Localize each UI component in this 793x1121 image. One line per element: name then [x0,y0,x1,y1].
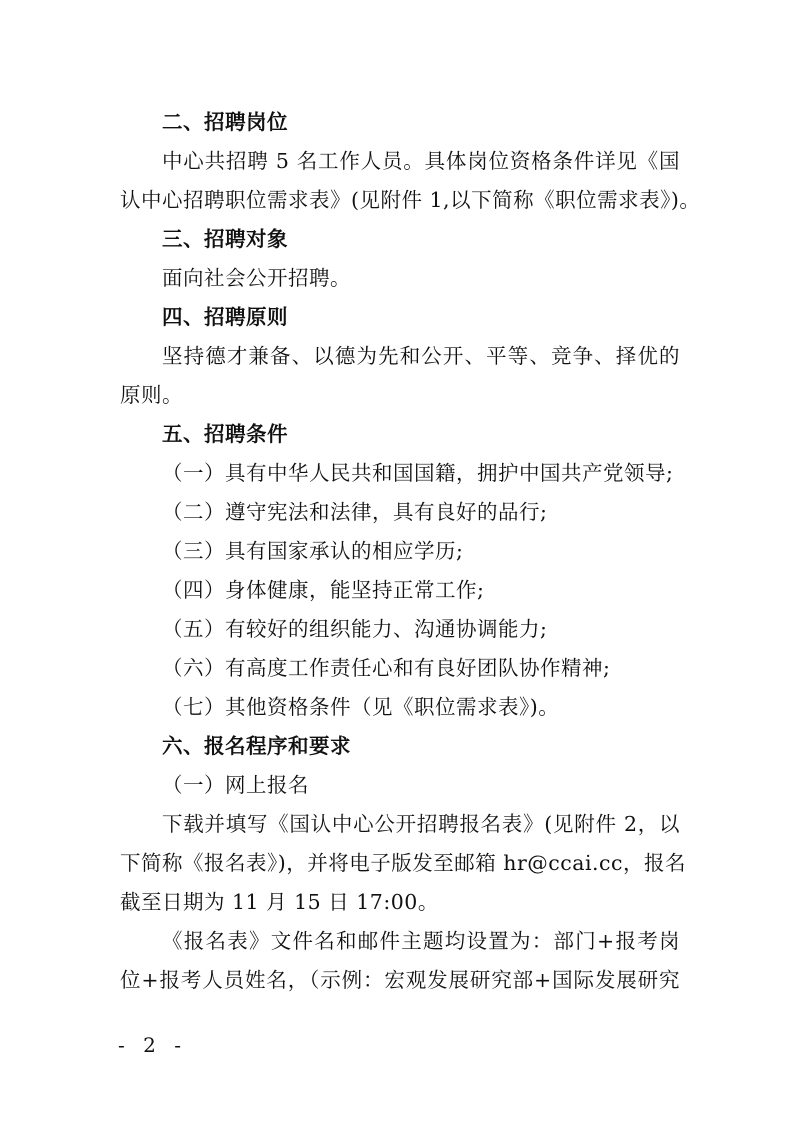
paragraph-line: 位+报考人员姓名，（示例：宏观发展研究部+国际发展研究 [120,968,680,992]
page-number: - 2 - [118,1033,187,1057]
list-item: （六）有高度工作责任心和有良好团队协作精神; [162,656,611,680]
list-item: （四）身体健康，能坚持正常工作; [162,578,485,602]
list-item: （五）有较好的组织能力、沟通协调能力; [162,617,548,641]
paragraph-line: 认中心招聘职位需求表》(见附件 1,以下简称《职位需求表》)。 [120,188,701,212]
paragraph-line: 截至日期为 11 月 15 日 17:00。 [120,890,439,914]
list-item: （二）遵守宪法和法律，具有良好的品行; [162,500,548,524]
list-item: （一）具有中华人民共和国国籍，拥护中国共产党领导; [162,461,674,485]
paragraph-line: 坚持德才兼备、以德为先和公开、平等、竞争、择优的 [162,344,680,368]
list-item: （七）其他资格条件（见《职位需求表》)。 [162,695,560,719]
paragraph-line: 下载并填写《国认中心公开招聘报名表》(见附件 2，以 [162,812,680,836]
subsection-heading: （一）网上报名 [162,773,309,797]
section-heading-positions: 二、招聘岗位 [162,110,288,134]
paragraph-line: 中心共招聘 5 名工作人员。具体岗位资格条件详见《国 [162,149,680,173]
section-heading-target: 三、招聘对象 [162,227,288,251]
paragraph-line: 原则。 [120,383,183,407]
list-item: （三）具有国家承认的相应学历; [162,539,464,563]
paragraph-line: 面向社会公开招聘。 [162,266,351,290]
section-heading-principles: 四、招聘原则 [162,305,288,329]
paragraph-line: 下简称《报名表》)，并将电子版发至邮箱 hr@ccai.cc，报名 [120,851,686,875]
section-heading-conditions: 五、招聘条件 [162,422,288,446]
section-heading-procedure: 六、报名程序和要求 [162,734,351,758]
paragraph-line: 《报名表》文件名和邮件主题均设置为：部门+报考岗 [162,929,680,953]
